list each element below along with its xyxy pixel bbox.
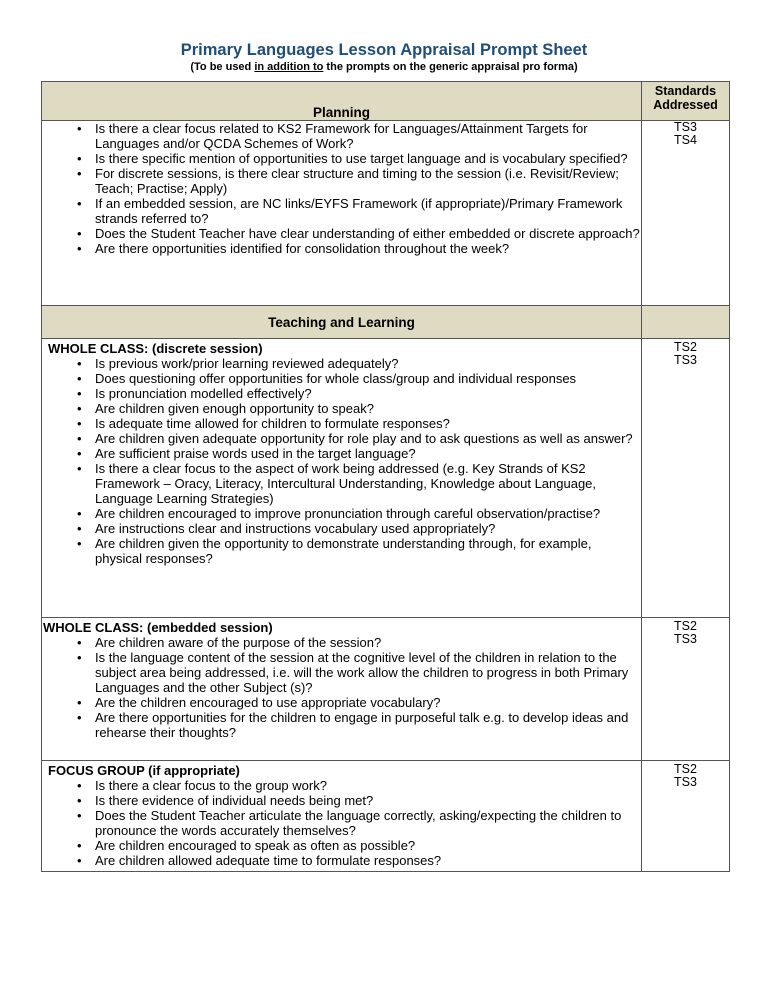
whole-class-embedded-list <box>43 635 641 740</box>
teaching-title: Teaching and Learning <box>268 314 415 330</box>
bullet-item: • Is there a clear focus related to KS2 Framework for Languages/Attainment Targets for Languages and/or QCDA Schemes of Work? <box>95 121 641 151</box>
bullet-item: • Is there a clear focus to the group work? <box>95 778 641 793</box>
planning-standards <box>642 121 730 306</box>
whole-class-discrete-cell <box>42 339 642 618</box>
whole-class-discrete-row <box>42 339 730 618</box>
teaching-title-cell <box>42 306 642 339</box>
appraisal-table <box>41 81 730 872</box>
bullet-item: • Are children given adequate opportunity for role play and to ask questions as well as answer? <box>95 431 641 446</box>
whole-class-embedded-row <box>42 618 730 761</box>
focus-group-standards <box>642 761 730 872</box>
bullet-item: • Is pronunciation modelled effectively? <box>95 386 641 401</box>
whole-class-embedded-standards <box>642 618 730 761</box>
bullet-item: • Is there evidence of individual needs being met? <box>95 793 641 808</box>
standard-code: TS2 <box>674 762 697 776</box>
bullet-item: • Does the Student Teacher articulate the language correctly, asking/expecting the children to pronounce the words accurately themselves? <box>95 808 641 838</box>
bullet-item: • Are sufficient praise words used in the target language? <box>95 446 641 461</box>
standards-header: Standards Addressed <box>653 84 718 112</box>
subtitle-suffix: the prompts on the generic appraisal pro forma) <box>323 61 578 73</box>
bullet-item: • Are children encouraged to speak as often as possible? <box>95 838 641 853</box>
bullet-item: • Does questioning offer opportunities for whole class/group and individual responses <box>95 371 641 386</box>
bullet-item: • Are children aware of the purpose of the session? <box>95 635 641 650</box>
standard-code: TS3 <box>674 632 697 646</box>
bullet-item: • Is the language content of the session at the cognitive level of the children in relation to the subject area being addressed, i.e. will the work allow the children to progress in both Primary Languages and the other Subject (s)? <box>95 650 641 695</box>
bullet-item: • Are there opportunities for the children to engage in purposeful talk e.g. to develop ideas and rehearse their thoughts? <box>95 710 641 740</box>
whole-class-discrete-list <box>48 356 641 566</box>
planning-row <box>42 121 730 306</box>
planning-title-cell <box>42 82 642 121</box>
bullet-item: • Is adequate time allowed for children to formulate responses? <box>95 416 641 431</box>
focus-group-list <box>48 778 641 868</box>
page-title: Primary Languages Lesson Appraisal Prompt Sheet <box>180 41 588 59</box>
whole-class-discrete-standards <box>642 339 730 618</box>
standard-code: TS3 <box>674 775 697 789</box>
bullet-item: • If an embedded session, are NC links/EYFS Framework (if appropriate)/Primary Framework strands referred to? <box>95 196 641 226</box>
whole-class-embedded-heading: WHOLE CLASS: (embedded session) <box>43 620 273 635</box>
whole-class-embedded-cell <box>42 618 642 761</box>
bullet-item: • Are the children encouraged to use appropriate vocabulary? <box>95 695 641 710</box>
standard-code: TS3 <box>674 120 697 134</box>
planning-title: Planning <box>313 105 370 120</box>
teaching-standards-blank <box>642 306 730 339</box>
page-subtitle <box>0 61 768 73</box>
subtitle-prefix: (To be used <box>190 61 255 73</box>
bullet-item: • Is there specific mention of opportunities to use target language and is vocabulary specified? <box>95 151 641 166</box>
whole-class-discrete-heading: WHOLE CLASS: (discrete session) <box>48 341 263 356</box>
bullet-item: • For discrete sessions, is there clear structure and timing to the session (i.e. Revisit/Review; Teach; Practise; Apply) <box>95 166 641 196</box>
bullet-item: • Are there opportunities identified for consolidation throughout the week? <box>95 241 641 256</box>
bullet-item: • Are children given enough opportunity to speak? <box>95 401 641 416</box>
planning-content-cell <box>42 121 642 306</box>
subtitle-emphasis: in addition to <box>254 61 324 73</box>
bullet-item: • Does the Student Teacher have clear understanding of either embedded or discrete approach? <box>95 226 641 241</box>
bullet-item: • Are instructions clear and instructions vocabulary used appropriately? <box>95 521 641 536</box>
focus-group-heading: FOCUS GROUP (if appropriate) <box>48 763 240 778</box>
bullet-item: • Are children allowed adequate time to formulate responses? <box>95 853 641 868</box>
standard-code: TS2 <box>674 619 697 633</box>
standard-code: TS2 <box>674 340 697 354</box>
focus-group-cell <box>42 761 642 872</box>
bullet-item: • Are children given the opportunity to demonstrate understanding through, for example, physical responses? <box>95 536 641 566</box>
focus-group-row <box>42 761 730 872</box>
planning-list <box>48 121 641 256</box>
standard-code: TS3 <box>674 353 697 367</box>
standard-code: TS4 <box>674 133 697 147</box>
teaching-header-row <box>42 306 730 339</box>
bullet-item: • Is previous work/prior learning reviewed adequately? <box>95 356 641 371</box>
standards-header-cell <box>642 82 730 121</box>
bullet-item: • Are children encouraged to improve pronunciation through careful observation/practise? <box>95 506 641 521</box>
bullet-item: • Is there a clear focus to the aspect of work being addressed (e.g. Key Strands of KS2 Framework – Oracy, Literacy, Intercultural Understanding, Knowledge about Language, Language Learning Strategies) <box>95 461 641 506</box>
planning-header-row <box>42 82 730 121</box>
